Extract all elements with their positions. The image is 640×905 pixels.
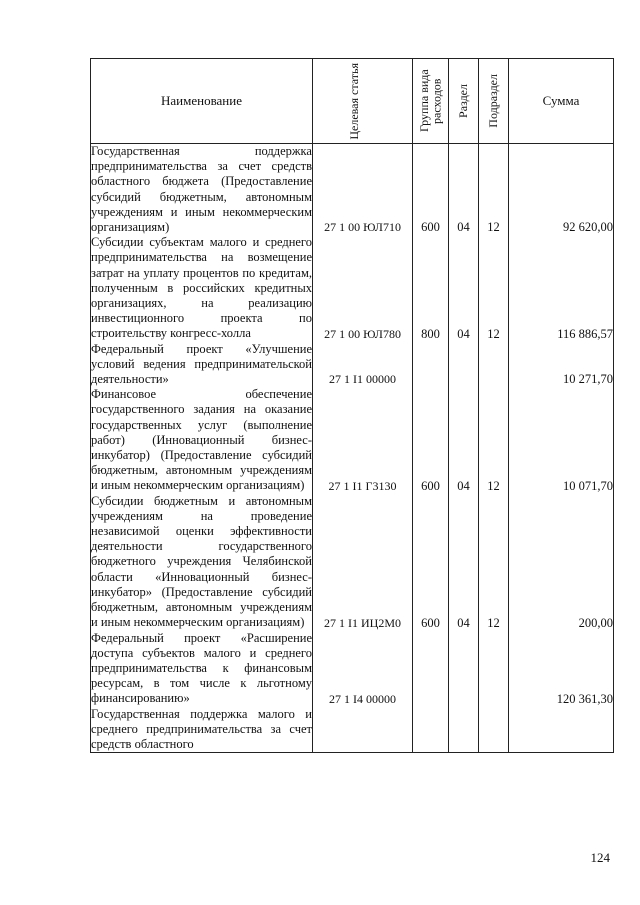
row-subsection: 12 [479, 387, 509, 493]
row-name: Государственная поддержка предпринимательства за счет средств областного бюджета (Предоставление субсидий бюджетным, автономным учреждениям и иным некоммерческим организациям) [91, 144, 312, 235]
row-sum: 92 620,00 [509, 144, 614, 236]
row-target-article: 27 1 I4 00000 [313, 631, 413, 707]
table-row [91, 342, 614, 388]
row-section [449, 631, 479, 707]
row-target-article: 27 1 I1 Г3130 [313, 387, 413, 493]
row-target-article: 27 1 I1 00000 [313, 342, 413, 388]
row-name: Государственная поддержка малого и среднего предпринимательства за счет средств областного [91, 706, 312, 751]
row-target-article [313, 707, 413, 753]
row-section: 04 [449, 235, 479, 341]
row-section: 04 [449, 494, 479, 631]
row-subsection [479, 707, 509, 753]
row-subsection [479, 631, 509, 707]
row-name: Субсидии бюджетным и автономным учреждениям на проведение независимой оценки эффективности деятельности государственного бюджетного учреждения Челябинской области «Инновационный бизнес-инкубатор» (Предоставление субсидий бюджетным, автономным учреждениям и иным некоммерческим организациям) [91, 493, 312, 630]
row-section [449, 707, 479, 753]
row-section: 04 [449, 387, 479, 493]
table-body [91, 144, 614, 753]
header-subsection: Подраздел [479, 59, 509, 144]
header-expense-group: Группа вида расходов [413, 59, 449, 144]
row-section: 04 [449, 144, 479, 236]
row-subsection: 12 [479, 144, 509, 236]
header-target-article: Целевая статья [313, 59, 413, 144]
row-sum: 120 361,30 [509, 631, 614, 707]
row-sum: 10 271,70 [509, 342, 614, 388]
row-name: Федеральный проект «Улучшение условий ведения предпринимательской деятельности» [91, 341, 312, 387]
table-row [91, 494, 614, 631]
row-expense-group [413, 342, 449, 388]
budget-table [90, 58, 614, 753]
row-expense-group [413, 707, 449, 753]
row-name: Финансовое обеспечение государственного задания на оказание государственных услуг (выполнение работ) (Инновационный бизнес-инкубатор) (Предоставление субсидий бюджетным, автономным учреждениям и иным некоммерческим организациям) [91, 387, 312, 493]
header-name: Наименование [91, 59, 313, 144]
header-section: Раздел [449, 59, 479, 144]
row-sum: 10 071,70 [509, 387, 614, 493]
row-target-article: 27 1 00 ЮЛ780 [313, 235, 413, 341]
row-sum [509, 707, 614, 753]
row-target-article: 27 1 00 ЮЛ710 [313, 144, 413, 236]
row-subsection: 12 [479, 494, 509, 631]
table-header [91, 59, 614, 144]
row-section [449, 342, 479, 388]
row-sum: 116 886,57 [509, 235, 614, 341]
row-target-article: 27 1 I1 ИЦ2М0 [313, 494, 413, 631]
table-row [91, 631, 614, 707]
row-expense-group: 600 [413, 144, 449, 236]
row-expense-group [413, 631, 449, 707]
table-row [91, 387, 614, 493]
page-number: 124 [590, 850, 610, 865]
row-sum: 200,00 [509, 494, 614, 631]
row-expense-group: 600 [413, 494, 449, 631]
row-expense-group: 800 [413, 235, 449, 341]
row-name: Федеральный проект «Расширение доступа субъектов малого и среднего предпринимательства к финансовым ресурсам, в том числе к льготному финансированию» [91, 630, 312, 706]
row-name: Субсидии субъектам малого и среднего предпринимательства на возмещение затрат на уплату процентов по кредитам, полученным в российских кредитных организациях, на реализацию инвестиционного проекта по строительству конгресс-холла [91, 235, 312, 341]
row-expense-group: 600 [413, 387, 449, 493]
header-sum: Сумма [509, 59, 614, 144]
table-row [91, 144, 614, 236]
table-row [91, 707, 614, 753]
table-row [91, 235, 614, 341]
row-subsection [479, 342, 509, 388]
row-subsection: 12 [479, 235, 509, 341]
